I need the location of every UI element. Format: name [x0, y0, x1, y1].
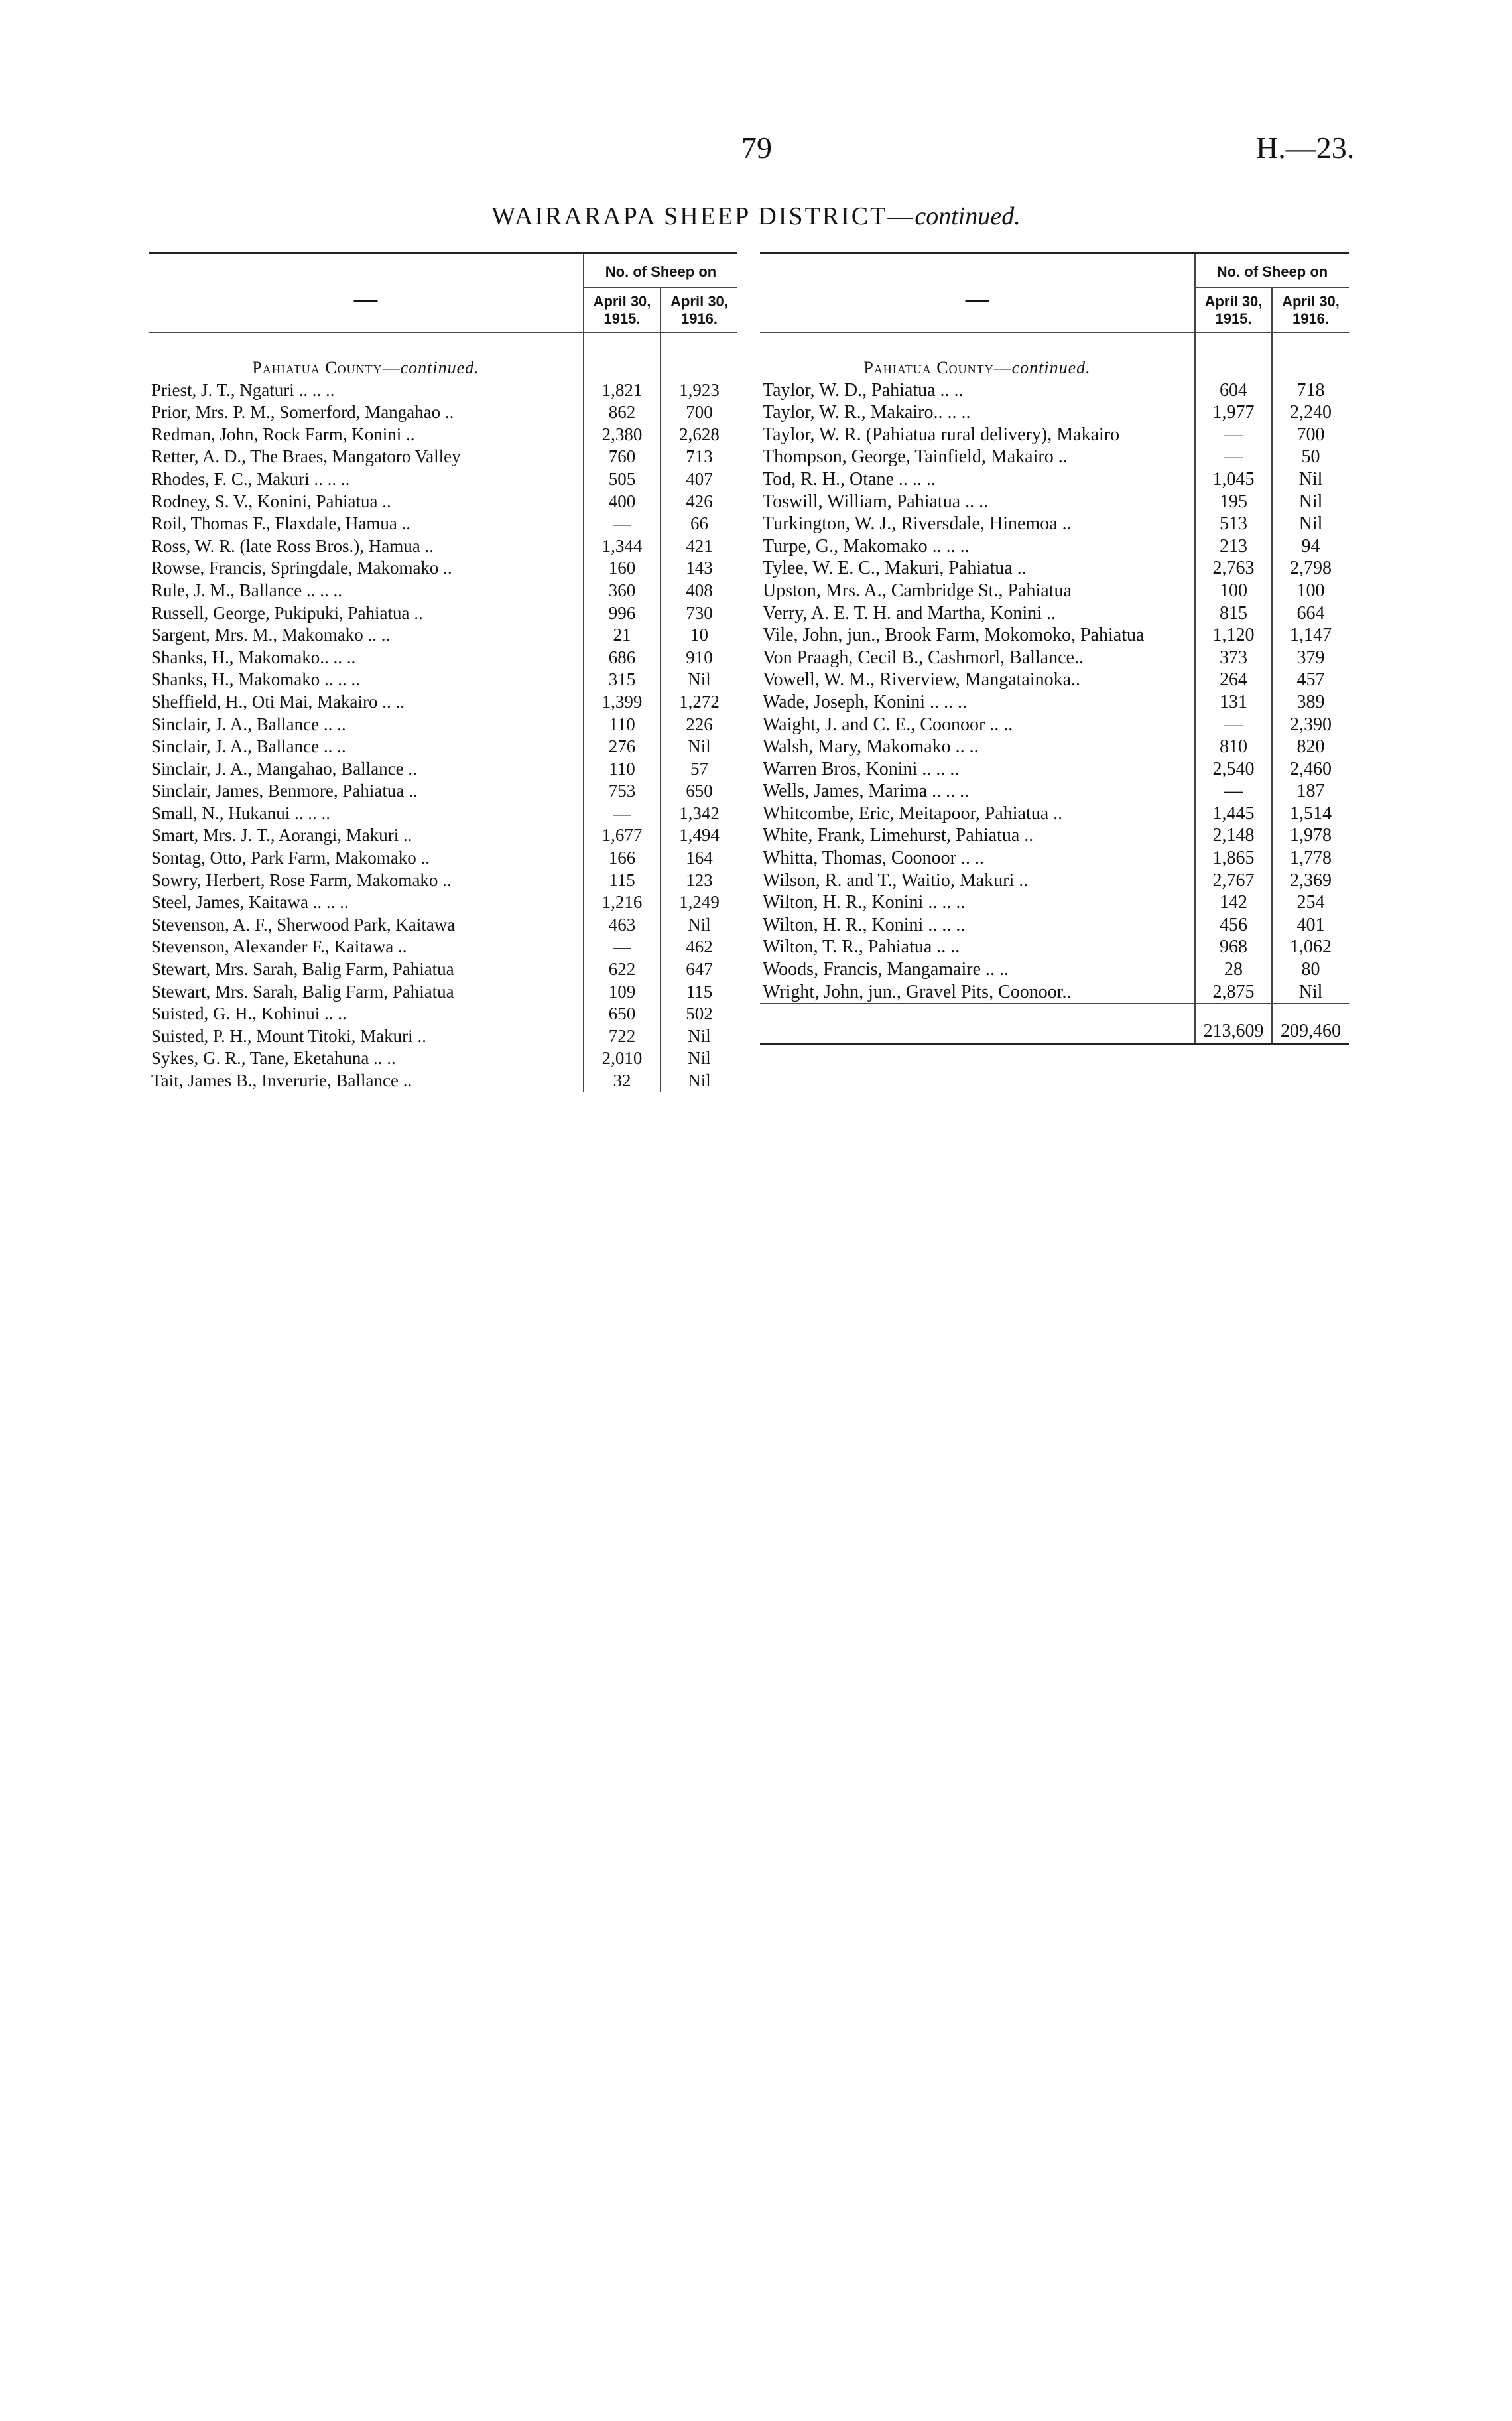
table-row	[760, 647, 1349, 669]
sheep-1916-cell: 80	[1301, 959, 1320, 980]
table-row	[760, 758, 1349, 781]
owner-name-cell: Prior, Mrs. P. M., Somerford, Mangahao ..	[149, 401, 584, 424]
county-continued: continued.	[1011, 358, 1091, 377]
table-row	[149, 513, 737, 535]
owner-name-cell: Tait, James B., Inverurie, Ballance ..	[149, 1070, 584, 1092]
table-row	[760, 803, 1349, 825]
county-name: Pahiatua County—	[252, 358, 401, 377]
table-row	[760, 379, 1349, 402]
owner-name-cell: Woods, Francis, Mangamaire .. ..	[760, 958, 1195, 981]
sheep-1916-cell: 2,240	[1290, 402, 1332, 423]
table-row	[760, 847, 1349, 870]
sheep-1916-cell: 2,369	[1290, 870, 1332, 891]
sheep-1916-cell: 820	[1296, 736, 1325, 757]
table-row	[149, 1025, 737, 1048]
owner-name-cell: Wilton, H. R., Konini .. .. ..	[760, 914, 1195, 937]
sheep-1916-cell: 407	[686, 468, 713, 489]
right-table-body	[760, 332, 1349, 1043]
sheep-1916-cell: 2,628	[679, 424, 720, 444]
owner-name-cell: Russell, George, Pukipuki, Pahiatua ..	[149, 602, 584, 625]
owner-name-cell: Sinclair, James, Benmore, Pahiatua ..	[149, 780, 584, 803]
owner-name-cell: Rhodes, F. C., Makuri .. .. ..	[149, 468, 584, 491]
sheep-1916-cell: 1,272	[679, 691, 720, 712]
total-1916-cell: 209,460	[1272, 1004, 1349, 1043]
owner-name-cell: Wilton, T. R., Pahiatua .. ..	[760, 936, 1195, 958]
table-row	[760, 714, 1349, 736]
right-column	[760, 252, 1349, 1144]
owner-name-cell: Suisted, G. H., Kohinui .. ..	[149, 1003, 584, 1025]
sheep-1916-cell: Nil	[688, 669, 711, 690]
header-april-1916: April 30, 1916.	[661, 288, 737, 333]
sheep-1916-cell: Nil	[1298, 513, 1323, 535]
sheep-1916-cell: 1,147	[1290, 625, 1332, 646]
sheep-1915-cell: 463	[584, 914, 661, 937]
sheep-1915-cell: 456	[1195, 914, 1272, 937]
sheep-1916-cell: 502	[686, 1004, 713, 1024]
sheep-1915-cell: 760	[584, 446, 661, 468]
owner-name-cell: Smart, Mrs. J. T., Aorangi, Makuri ..	[149, 824, 584, 847]
sheep-1915-cell: 722	[584, 1025, 661, 1048]
sheep-table-left	[149, 252, 737, 1092]
sheep-1915-cell: 1,821	[584, 379, 661, 402]
owner-name-cell: Vowell, W. M., Riverview, Mangatainoka..	[760, 669, 1195, 691]
sheep-1915-cell: 1,216	[584, 891, 661, 914]
owner-name-cell: Stevenson, Alexander F., Kaitawa ..	[149, 936, 584, 958]
owner-name-cell: Taylor, W. D., Pahiatua .. ..	[760, 379, 1195, 402]
sheep-1915-cell: 1,399	[584, 691, 661, 714]
table-row	[149, 424, 737, 446]
owner-name-cell: Von Praagh, Cecil B., Cashmorl, Ballance..	[760, 647, 1195, 669]
sheep-1915-cell: 1,344	[584, 535, 661, 558]
owner-name-cell: Small, N., Hukanui .. .. ..	[149, 803, 584, 825]
header-april-1916: April 30, 1916.	[1272, 288, 1349, 333]
owner-name-cell: Upston, Mrs. A., Cambridge St., Pahiatua	[760, 580, 1195, 602]
owner-name-cell: Verry, A. E. T. H. and Martha, Konini ..	[760, 602, 1195, 625]
table-row	[149, 1047, 737, 1070]
sheep-1915-cell: 2,875	[1195, 981, 1272, 1004]
sheep-1915-cell: 213	[1195, 535, 1272, 558]
table-row	[149, 691, 737, 714]
sheep-1915-cell: 166	[584, 847, 661, 870]
table-row	[149, 446, 737, 468]
sheep-1916-cell: 421	[686, 535, 713, 556]
sheep-1916-cell: Nil	[1298, 491, 1323, 512]
sheep-1916-cell: 1,978	[1290, 825, 1332, 846]
table-row	[760, 557, 1349, 580]
owner-name-cell: Wade, Joseph, Konini .. .. ..	[760, 691, 1195, 714]
sheep-1916-cell: 226	[686, 714, 713, 734]
sheep-1915-cell: 109	[584, 981, 661, 1004]
left-table-body	[149, 332, 737, 1092]
owner-name-cell: Rowse, Francis, Springdale, Makomako ..	[149, 557, 584, 580]
sheep-1916-cell: Nil	[688, 914, 711, 935]
table-row	[149, 958, 737, 981]
owner-name-cell: Sykes, G. R., Tane, Eketahuna .. ..	[149, 1047, 584, 1070]
table-row	[149, 824, 737, 847]
table-row	[760, 780, 1349, 803]
sheep-1916-cell: 1,778	[1290, 848, 1332, 869]
owner-name-cell: Wilson, R. and T., Waitio, Makuri ..	[760, 870, 1195, 892]
county-continued: continued.	[400, 358, 479, 377]
sheep-1916-cell: 401	[1296, 914, 1325, 935]
sheep-1916-cell: 718	[1296, 379, 1325, 401]
owner-name-cell: Shanks, H., Makomako.. .. ..	[149, 647, 584, 669]
sheep-1915-cell: 686	[584, 647, 661, 669]
owner-name-cell: Tylee, W. E. C., Makuri, Pahiatua ..	[760, 557, 1195, 580]
sheep-1916-cell: 115	[686, 981, 713, 1002]
sheep-1915-cell: 862	[584, 401, 661, 424]
sheep-1915-cell: —	[1195, 446, 1272, 468]
table-row	[149, 758, 737, 781]
owner-name-cell: Tod, R. H., Otane .. .. ..	[760, 468, 1195, 491]
table-row	[149, 780, 737, 803]
sheep-1916-cell: 1,062	[1290, 937, 1332, 958]
owner-name-cell: Stevenson, A. F., Sherwood Park, Kaitawa	[149, 914, 584, 937]
sheep-1916-cell: 57	[690, 758, 708, 779]
owner-name-cell: Vile, John, jun., Brook Farm, Mokomoko, Pahiatua	[760, 624, 1195, 647]
sheep-1915-cell: 815	[1195, 602, 1272, 625]
sheep-1915-cell: —	[584, 936, 661, 958]
sheep-1915-cell: 32	[584, 1070, 661, 1092]
sheep-1916-cell: 187	[1296, 781, 1325, 802]
owner-name-cell: Toswill, William, Pahiatua .. ..	[760, 491, 1195, 513]
table-row	[760, 691, 1349, 714]
table-row	[149, 580, 737, 602]
header-april-1915: April 30, 1915.	[1195, 288, 1272, 333]
owner-name-cell: Sinclair, J. A., Mangahao, Ballance ..	[149, 758, 584, 781]
owner-name-cell: White, Frank, Limehurst, Pahiatua ..	[760, 824, 1195, 847]
page-title	[0, 202, 1512, 231]
sheep-1916-cell: 2,460	[1290, 758, 1332, 779]
table-row	[149, 847, 737, 870]
owner-name-cell: Thompson, George, Tainfield, Makairo ..	[760, 446, 1195, 468]
sheep-1915-cell: 2,767	[1195, 870, 1272, 892]
sheep-1916-cell: Nil	[688, 736, 711, 757]
sheep-1915-cell: 1,865	[1195, 847, 1272, 870]
sheep-1916-cell: 1,249	[679, 892, 720, 913]
sheep-1915-cell: 115	[584, 870, 661, 892]
owner-name-cell: Whitta, Thomas, Coonoor .. ..	[760, 847, 1195, 870]
owner-name-cell: Turpe, G., Makomako .. .. ..	[760, 535, 1195, 558]
table-row	[760, 580, 1349, 602]
table-row	[149, 891, 737, 914]
owner-name-cell: Suisted, P. H., Mount Titoki, Makuri ..	[149, 1025, 584, 1048]
owner-name-cell: Stewart, Mrs. Sarah, Balig Farm, Pahiatua	[149, 958, 584, 981]
table-row	[149, 936, 737, 958]
sheep-1916-cell: 94	[1301, 535, 1320, 556]
owner-name-cell: Sowry, Herbert, Rose Farm, Makomako ..	[149, 870, 584, 892]
sheep-1915-cell: 513	[1195, 513, 1272, 535]
sheep-1915-cell: 604	[1195, 379, 1272, 402]
sheep-1915-cell: 2,148	[1195, 824, 1272, 847]
table-row	[760, 401, 1349, 424]
sheep-1916-cell: 462	[686, 937, 713, 957]
sheep-1916-cell: 379	[1296, 647, 1325, 668]
table-row	[149, 669, 737, 691]
sheep-1916-cell: 66	[690, 513, 708, 534]
sheep-1916-cell: 457	[1296, 669, 1325, 690]
table-row	[149, 491, 737, 513]
sheep-1915-cell: 1,445	[1195, 803, 1272, 825]
sheep-1916-cell: 164	[686, 848, 713, 868]
sheep-1915-cell: 315	[584, 669, 661, 691]
header-april-1915: April 30, 1915.	[584, 288, 661, 333]
sheep-1916-cell: 2,798	[1290, 558, 1332, 579]
table-row	[760, 602, 1349, 625]
owner-name-cell: Roil, Thomas F., Flaxdale, Hamua ..	[149, 513, 584, 535]
table-row	[760, 914, 1349, 937]
table-row	[149, 468, 737, 491]
sheep-1916-cell: 254	[1296, 892, 1325, 913]
parliamentary-paper-reference: H.—23.	[1256, 131, 1355, 164]
sheep-1915-cell: 2,010	[584, 1047, 661, 1070]
sheep-1915-cell: 968	[1195, 936, 1272, 958]
owner-name-cell: Rule, J. M., Ballance .. .. ..	[149, 580, 584, 602]
sheep-1916-cell: 700	[1296, 424, 1325, 445]
owner-name-cell: Sargent, Mrs. M., Makomako .. ..	[149, 624, 584, 647]
sheep-1915-cell: 100	[1195, 580, 1272, 602]
header-dash: —	[760, 253, 1195, 333]
sheep-1915-cell: 810	[1195, 736, 1272, 758]
sheep-1915-cell: 373	[1195, 647, 1272, 669]
sheep-1915-cell: 1,120	[1195, 624, 1272, 647]
owner-name-cell: Sontag, Otto, Park Farm, Makomako ..	[149, 847, 584, 870]
sheep-1916-cell: 650	[686, 781, 713, 801]
totals-label-cell	[760, 1004, 1195, 1043]
table-row	[149, 1003, 737, 1025]
sheep-1915-cell: 753	[584, 780, 661, 803]
sheep-1915-cell: 400	[584, 491, 661, 513]
sheep-1916-cell: 1,514	[1290, 803, 1332, 824]
table-row	[760, 981, 1349, 1004]
owner-name-cell: Taylor, W. R., Makairo.. .. ..	[760, 401, 1195, 424]
sheep-1916-cell: 910	[686, 647, 713, 667]
sheep-1915-cell: 2,540	[1195, 758, 1272, 781]
owner-name-cell: Walsh, Mary, Makomako .. ..	[760, 736, 1195, 758]
table-row	[760, 491, 1349, 513]
sheep-1915-cell: 2,380	[584, 424, 661, 446]
sheep-1915-cell: —	[1195, 714, 1272, 736]
table-row	[760, 669, 1349, 691]
table-row	[149, 557, 737, 580]
owner-name-cell: Ross, W. R. (late Ross Bros.), Hamua ..	[149, 535, 584, 558]
owner-name-cell: Redman, John, Rock Farm, Konini ..	[149, 424, 584, 446]
sheep-1916-cell: 50	[1301, 446, 1320, 468]
owner-name-cell: Rodney, S. V., Konini, Pahiatua ..	[149, 491, 584, 513]
sheep-1916-cell: Nil	[688, 1048, 711, 1069]
sheep-1916-cell: 1,342	[679, 803, 720, 823]
sheep-1916-cell: 730	[686, 602, 713, 623]
total-1915-cell: 213,609	[1195, 1004, 1272, 1043]
sheep-1916-cell: Nil	[688, 1025, 711, 1046]
county-heading	[760, 332, 1195, 379]
table-row	[760, 936, 1349, 958]
sheep-1915-cell: 110	[584, 758, 661, 781]
sheep-1915-cell: 131	[1195, 691, 1272, 714]
table-row	[149, 624, 737, 647]
table-row	[760, 424, 1349, 446]
owner-name-cell: Warren Bros, Konini .. .. ..	[760, 758, 1195, 781]
title-continued: continued.	[914, 202, 1021, 230]
sheep-1916-cell: 664	[1296, 602, 1325, 623]
owner-name-cell: Steel, James, Kaitawa .. .. ..	[149, 891, 584, 914]
sheep-1915-cell: —	[1195, 780, 1272, 803]
header-sheep-count: No. of Sheep on	[584, 253, 737, 288]
table-row	[149, 914, 737, 937]
sheep-1916-cell: 713	[686, 446, 713, 467]
table-row	[760, 468, 1349, 491]
sheep-1915-cell: —	[584, 803, 661, 825]
table-row	[149, 1070, 737, 1092]
table-row	[760, 624, 1349, 647]
owner-name-cell: Stewart, Mrs. Sarah, Balig Farm, Pahiatua	[149, 981, 584, 1004]
table-row	[760, 535, 1349, 558]
sheep-1915-cell: —	[584, 513, 661, 535]
sheep-1915-cell: 1,045	[1195, 468, 1272, 491]
county-heading	[149, 332, 584, 379]
sheep-1916-cell: 123	[686, 870, 713, 890]
table-row	[760, 446, 1349, 468]
owner-name-cell: Whitcombe, Eric, Meitapoor, Pahiatua ..	[760, 803, 1195, 825]
sheep-table-right	[760, 252, 1349, 1045]
sheep-1915-cell: 110	[584, 714, 661, 736]
sheep-1916-cell: 426	[686, 491, 713, 511]
table-row	[760, 824, 1349, 847]
sheep-1916-cell: 408	[686, 580, 713, 600]
sheep-1916-cell: 389	[1296, 691, 1325, 712]
table-row	[149, 803, 737, 825]
sheep-1915-cell: 622	[584, 958, 661, 981]
sheep-1916-cell: 647	[686, 959, 713, 980]
table-row	[149, 714, 737, 736]
sheep-1915-cell: 360	[584, 580, 661, 602]
table-row	[149, 401, 737, 424]
table-row	[149, 981, 737, 1004]
owner-name-cell: Shanks, H., Makomako .. .. ..	[149, 669, 584, 691]
owner-name-cell: Sheffield, H., Oti Mai, Makairo .. ..	[149, 691, 584, 714]
sheep-1916-cell: 2,390	[1290, 714, 1332, 735]
header-sheep-count: No. of Sheep on	[1195, 253, 1349, 288]
table-row	[760, 513, 1349, 535]
table-row	[760, 958, 1349, 981]
sheep-1915-cell: 505	[584, 468, 661, 491]
sheep-1916-cell: 10	[690, 625, 708, 645]
sheep-1916-cell: 100	[1296, 580, 1325, 601]
table-row	[149, 736, 737, 758]
owner-name-cell: Taylor, W. R. (Pahiatua rural delivery), Makairo	[760, 424, 1195, 446]
sheep-1915-cell: 1,677	[584, 824, 661, 847]
table-row	[760, 891, 1349, 914]
owner-name-cell: Wells, James, Marima .. .. ..	[760, 780, 1195, 803]
owner-name-cell: Turkington, W. J., Riversdale, Hinemoa ..	[760, 513, 1195, 535]
sheep-1915-cell: —	[1195, 424, 1272, 446]
owner-name-cell: Wright, John, jun., Gravel Pits, Coonoor..	[760, 981, 1195, 1004]
sheep-1915-cell: 1,977	[1195, 401, 1272, 424]
table-row	[149, 870, 737, 892]
sheep-1915-cell: 650	[584, 1003, 661, 1025]
sheep-1916-cell: Nil	[1298, 468, 1323, 490]
table-row	[760, 870, 1349, 892]
table-row	[149, 602, 737, 625]
sheep-1915-cell: 28	[1195, 958, 1272, 981]
sheep-1915-cell: 142	[1195, 891, 1272, 914]
header-dash: —	[149, 253, 584, 333]
sheep-1915-cell: 2,763	[1195, 557, 1272, 580]
table-row	[760, 736, 1349, 758]
left-column	[149, 252, 737, 1144]
sheep-1916-cell: 143	[686, 558, 713, 578]
sheep-1915-cell: 264	[1195, 669, 1272, 691]
table-row	[149, 535, 737, 558]
owner-name-cell: Sinclair, J. A., Ballance .. ..	[149, 736, 584, 758]
sheep-1915-cell: 21	[584, 624, 661, 647]
sheep-1916-cell: Nil	[1298, 981, 1323, 1002]
owner-name-cell: Wilton, H. R., Konini .. .. ..	[760, 891, 1195, 914]
totals-row	[760, 1004, 1349, 1043]
county-name: Pahiatua County—	[863, 358, 1012, 377]
sheep-1915-cell: 195	[1195, 491, 1272, 513]
sheep-1916-cell: 700	[686, 402, 713, 423]
sheep-1915-cell: 160	[584, 557, 661, 580]
sheep-1916-cell: 1,494	[679, 825, 720, 846]
title-main: WAIRARAPA SHEEP DISTRICT—	[491, 202, 915, 230]
sheep-1916-cell: 1,923	[679, 379, 720, 400]
sheep-1915-cell: 996	[584, 602, 661, 625]
table-row	[149, 647, 737, 669]
sheep-1915-cell: 276	[584, 736, 661, 758]
table-row	[149, 379, 737, 402]
page-number: 79	[741, 131, 772, 164]
sheep-1916-cell: Nil	[688, 1071, 711, 1090]
owner-name-cell: Waight, J. and C. E., Coonoor .. ..	[760, 714, 1195, 736]
owner-name-cell: Priest, J. T., Ngaturi .. .. ..	[149, 379, 584, 402]
owner-name-cell: Retter, A. D., The Braes, Mangatoro Valley	[149, 446, 584, 468]
owner-name-cell: Sinclair, J. A., Ballance .. ..	[149, 714, 584, 736]
